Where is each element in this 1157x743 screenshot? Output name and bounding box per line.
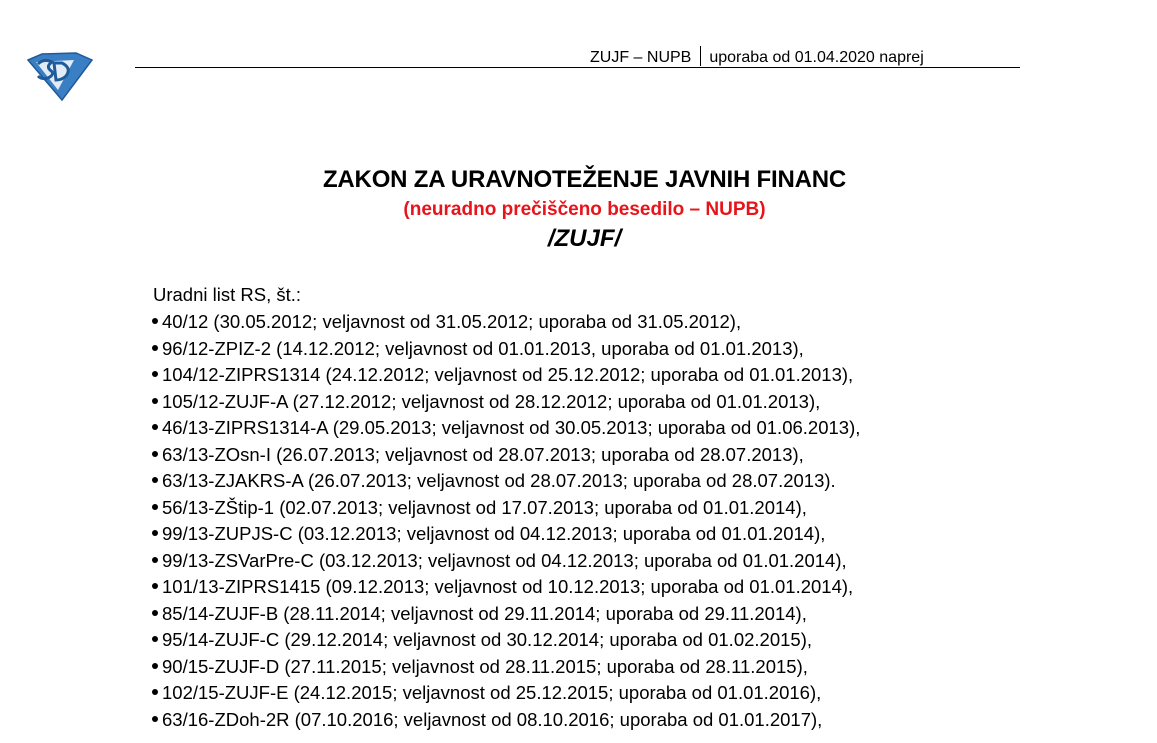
amendment-text: 96/12-ZPIZ-2 (14.12.2012; veljavnost od 01.01.2013, uporaba od 01.01.2013), <box>162 337 804 359</box>
bullet-icon <box>152 371 158 377</box>
list-item <box>152 497 807 519</box>
document-title: ZAKON ZA URAVNOTEŽENJE JAVNIH FINANC <box>322 166 847 193</box>
sd-shield-logo <box>22 46 94 104</box>
amendment-text: 95/14-ZUJF-C (29.12.2014; veljavnost od 30.12.2014; uporaba od 01.02.2015), <box>162 629 812 650</box>
list-item <box>152 682 821 704</box>
list-item <box>152 656 808 678</box>
bullet-icon <box>152 477 158 483</box>
amendment-text: 56/13-ZŠtip-1 (02.07.2013; veljavnost od 17.07.2013; uporaba od 01.01.2014), <box>162 496 807 518</box>
bullet-icon <box>152 663 158 669</box>
amendment-text: 99/13-ZUPJS-C (03.12.2013; veljavnost od 04.12.2013; uporaba od 01.01.2014), <box>162 523 826 544</box>
bullet-icon <box>152 557 158 563</box>
bullet-icon <box>152 636 158 642</box>
amendment-text: 63/13-ZOsn-I (26.07.2013; veljavnost od 28.07.2013; uporaba od 28.07.2013), <box>162 443 804 465</box>
list-item <box>152 576 853 598</box>
bullet-icon <box>152 716 158 722</box>
amendment-text: 85/14-ZUJF-B (28.11.2014; veljavnost od 29.11.2014; uporaba od 29.11.2014), <box>162 602 807 624</box>
header-code: ZUJF – NUPB <box>590 49 692 66</box>
list-item <box>152 603 807 625</box>
gazette-label: Uradni list RS, št.: <box>153 284 302 305</box>
list-item <box>152 550 847 572</box>
header-separator <box>700 46 701 66</box>
amendment-text: 101/13-ZIPRS1415 (09.12.2013; veljavnost od 10.12.2013; uporaba od 01.01.2014), <box>162 576 854 597</box>
amendment-text: 90/15-ZUJF-D (27.11.2015; veljavnost od 28.11.2015; uporaba od 28.11.2015), <box>162 655 808 677</box>
bullet-icon <box>152 424 158 430</box>
list-item <box>152 417 860 439</box>
list-item <box>152 709 822 731</box>
bullet-icon <box>152 530 158 536</box>
bullet-icon <box>152 610 158 616</box>
amendment-text: 46/13-ZIPRS1314-A (29.05.2013; veljavnost od 30.05.2013; uporaba od 01.06.2013), <box>162 417 861 438</box>
bullet-icon <box>152 689 158 695</box>
bullet-icon <box>152 398 158 404</box>
amendment-text: 40/12 (30.05.2012; veljavnost od 31.05.2012; uporaba od 31.05.2012), <box>162 311 742 332</box>
bullet-icon <box>152 504 158 510</box>
amendment-text: 105/12-ZUJF-A (27.12.2012; veljavnost od 28.12.2012; uporaba od 01.01.2013), <box>162 390 821 412</box>
running-header <box>590 46 924 67</box>
list-item <box>152 444 804 466</box>
sd-logo-icon <box>22 46 94 104</box>
amendment-text: 104/12-ZIPRS1314 (24.12.2012; veljavnost od 25.12.2012; uporaba od 01.01.2013), <box>162 364 854 385</box>
amendment-text: 102/15-ZUJF-E (24.12.2015; veljavnost od 25.12.2015; uporaba od 01.01.2016), <box>162 682 822 703</box>
amendment-text: 63/16-ZDoh-2R (07.10.2016; veljavnost od 08.10.2016; uporaba od 01.01.2017), <box>162 708 823 730</box>
list-item <box>152 629 812 651</box>
bullet-icon <box>152 318 158 324</box>
list-item <box>152 470 836 492</box>
list-item <box>152 364 853 386</box>
document-abbreviation: /ZUJF/ <box>547 225 622 252</box>
bullet-icon <box>152 583 158 589</box>
header-validity: uporaba od 01.04.2020 naprej <box>709 49 924 66</box>
list-item <box>152 523 825 545</box>
list-item <box>152 311 741 333</box>
header-rule <box>135 67 1020 68</box>
list-item <box>152 391 820 413</box>
amendment-text: 63/13-ZJAKRS-A (26.07.2013; veljavnost od 28.07.2013; uporaba od 28.07.2013). <box>162 470 836 491</box>
bullet-icon <box>152 451 158 457</box>
bullet-icon <box>152 345 158 351</box>
list-item <box>152 338 804 360</box>
amendment-text: 99/13-ZSVarPre-C (03.12.2013; veljavnost od 04.12.2013; uporaba od 01.01.2014), <box>162 549 847 571</box>
document-subtitle: (neuradno prečiščeno besedilo – NUPB) <box>403 199 766 220</box>
